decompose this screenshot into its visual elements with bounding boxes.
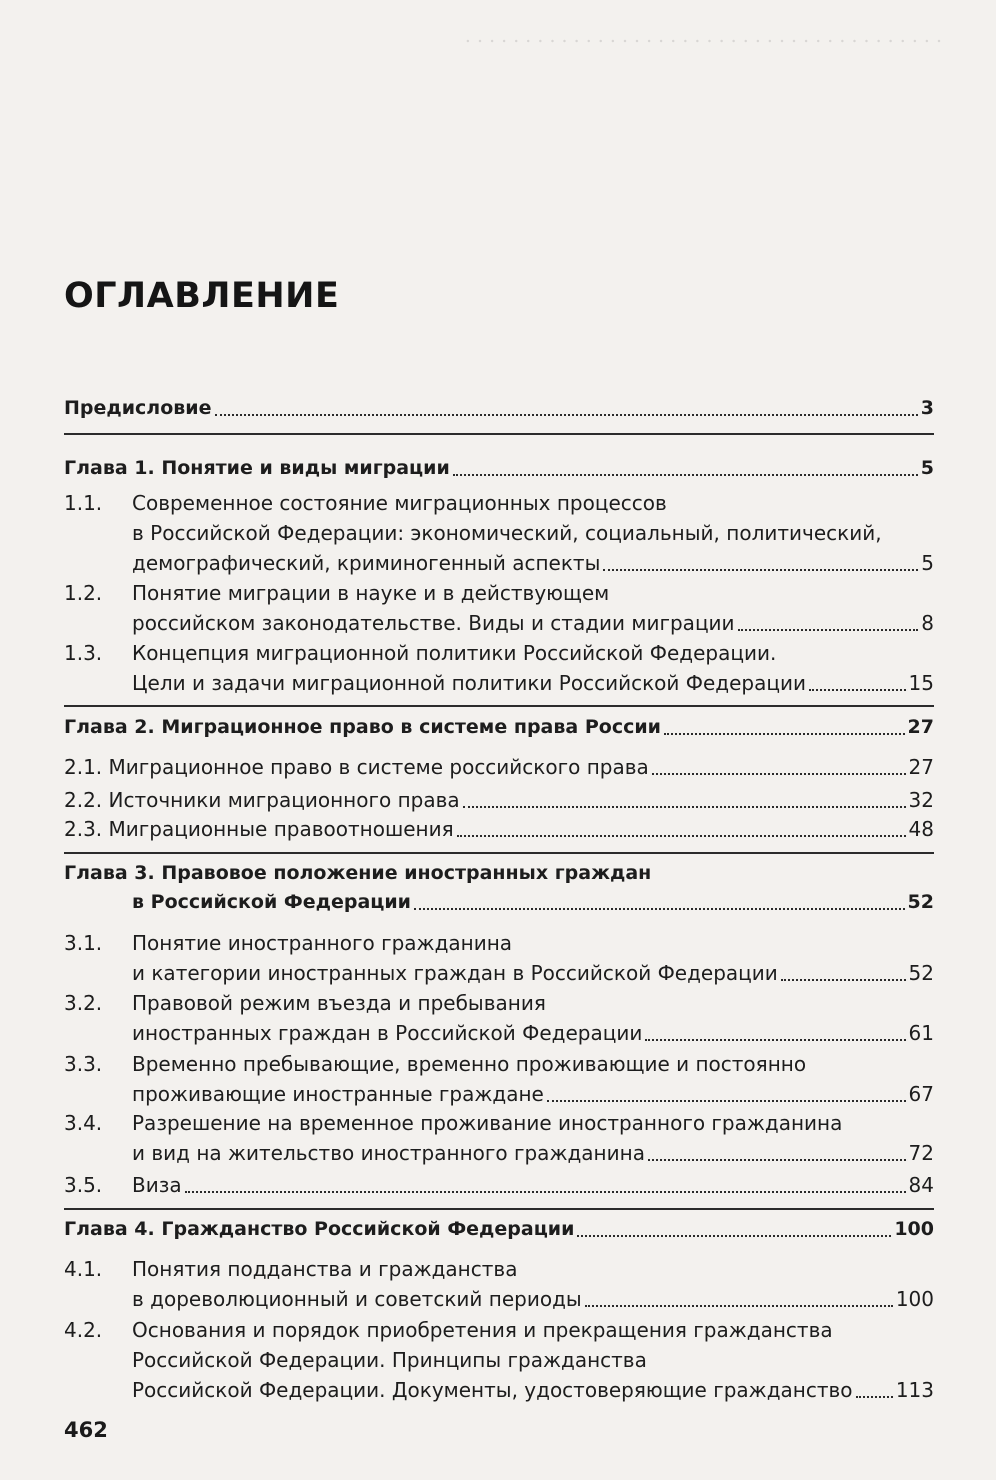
toc-page-number: 27 [908, 755, 934, 779]
toc-entry-title: Глава 1. Понятие и виды миграции [64, 457, 450, 479]
toc-entry-preface[interactable] [64, 393, 934, 423]
toc-page-number: 8 [921, 611, 934, 635]
toc-section-4-1-line2[interactable] [64, 1284, 934, 1314]
toc-page-number: 100 [894, 1218, 934, 1240]
toc-section-number: 4.2. [64, 1318, 103, 1342]
toc-page-number: 5 [921, 551, 934, 575]
toc-chapter-1[interactable] [64, 453, 934, 483]
leader-dots [809, 688, 906, 691]
toc-entry-title: Временно пребывающие, временно проживающие и постоянно [132, 1052, 807, 1076]
toc-entry-title: Понятие миграции в науке и в действующем [132, 581, 610, 605]
toc-page-number: 72 [908, 1141, 934, 1165]
toc-section-number: 1.2. [64, 581, 103, 605]
toc-section-number: 4.1. [64, 1257, 103, 1281]
leader-dots [781, 978, 906, 981]
toc-entry-title: демографический, криминогенный аспекты [132, 551, 601, 575]
toc-page-number: 3 [920, 397, 934, 419]
toc-section-number: 1.1. [64, 491, 103, 515]
page-title: ОГЛАВЛЕНИЕ [64, 276, 340, 316]
toc-entry-title: Глава 2. Миграционное право в системе права России [64, 716, 661, 738]
toc-page-number: 48 [908, 817, 934, 841]
toc-chapter-2[interactable] [64, 712, 934, 742]
toc-entry-title: Основания и порядок приобретения и прекращения гражданства [132, 1318, 833, 1342]
toc-entry-title: Российской Федерации. Принципы гражданства [132, 1348, 647, 1372]
toc-entry-title: Глава 3. Правовое положение иностранных граждан [64, 862, 652, 884]
toc-section-number: 3.4. [64, 1111, 103, 1135]
leader-dots [457, 834, 906, 837]
leader-dots [414, 907, 905, 910]
toc-entry-title: Понятие иностранного гражданина [132, 931, 513, 955]
leader-dots [603, 568, 918, 571]
leader-dots [856, 1395, 893, 1398]
toc-entry-title: 2.3. Миграционные правоотношения [64, 817, 454, 841]
toc-entry-title: в Российской Федерации [132, 891, 411, 913]
leader-dots [547, 1099, 906, 1102]
toc-section-4-2[interactable] [64, 1315, 934, 1345]
toc-page-number: 52 [908, 961, 934, 985]
toc-entry-title: Цели и задачи миграционной политики Российской Федерации [132, 671, 806, 695]
toc-section-4-2-line3[interactable] [64, 1375, 934, 1405]
toc-section-3-2-line2[interactable] [64, 1018, 934, 1048]
toc-section-3-1-line2[interactable] [64, 958, 934, 988]
leader-dots [577, 1234, 891, 1237]
toc-page-number: 15 [908, 671, 934, 695]
toc-entry-title: иностранных граждан в Российской Федерации [132, 1021, 643, 1045]
toc-section-number: 3.2. [64, 991, 103, 1015]
leader-dots [185, 1190, 906, 1193]
leader-dots [645, 1038, 905, 1041]
toc-chapter-3-line2[interactable] [64, 887, 934, 917]
divider [64, 852, 934, 854]
toc-section-3-4-line2[interactable] [64, 1138, 934, 1168]
toc-chapter-4[interactable] [64, 1214, 934, 1244]
toc-section-1-1-line3[interactable] [64, 548, 934, 578]
toc-section-number: 3.3. [64, 1052, 103, 1076]
toc-section-1-1-line2[interactable] [64, 518, 934, 548]
toc-entry-title: Виза [132, 1173, 182, 1197]
toc-section-1-2[interactable] [64, 578, 934, 608]
toc-section-3-3-line2[interactable] [64, 1079, 934, 1109]
toc-entry-title: Понятия подданства и гражданства [132, 1257, 518, 1281]
toc-section-number: 3.1. [64, 931, 103, 955]
toc-entry-title: 2.2. Источники миграционного права [64, 788, 460, 812]
toc-chapter-3[interactable] [64, 858, 934, 888]
divider [64, 1208, 934, 1210]
leader-dots [664, 732, 905, 735]
toc-entry-title: в Российской Федерации: экономический, социальный, политический, [132, 521, 882, 545]
toc-entry-title: Правовой режим въезда и пребывания [132, 991, 546, 1015]
leader-dots [648, 1158, 906, 1161]
leader-dots [463, 805, 906, 808]
toc-entry-title: в дореволюционный и советский периоды [132, 1287, 582, 1311]
divider [64, 433, 934, 435]
toc-entry-title: Глава 4. Гражданство Российской Федерации [64, 1218, 575, 1240]
divider [64, 705, 934, 707]
toc-entry-title: и категории иностранных граждан в Российской Федерации [132, 961, 778, 985]
toc-page-number: 32 [908, 788, 934, 812]
toc-section-1-2-line2[interactable] [64, 608, 934, 638]
toc-section-1-3-line2[interactable] [64, 668, 934, 698]
leader-dots [652, 772, 906, 775]
toc-entry-title: Предисловие [64, 397, 212, 419]
toc-entry-title: Разрешение на временное проживание иностранного гражданина [132, 1111, 843, 1135]
toc-entry-title: проживающие иностранные граждане [132, 1082, 544, 1106]
toc-page-number: 100 [895, 1287, 934, 1311]
toc-section-1-1[interactable] [64, 488, 934, 518]
leader-dots [215, 413, 918, 416]
leader-dots [453, 473, 918, 476]
toc-page-number: 27 [907, 716, 934, 738]
toc-entry-title: Российской Федерации. Документы, удостоверяющие гражданство [132, 1378, 853, 1402]
toc-section-4-1[interactable] [64, 1254, 934, 1284]
page-number: 462 [64, 1418, 108, 1442]
leader-dots [738, 628, 919, 631]
toc-section-2-2[interactable] [64, 785, 934, 815]
toc-page-number: 84 [908, 1173, 934, 1197]
toc-entry-title: российском законодательстве. Виды и стадии миграции [132, 611, 735, 635]
toc-page-number: 52 [907, 891, 934, 913]
toc-section-3-5[interactable] [64, 1170, 934, 1200]
toc-section-3-2[interactable] [64, 988, 934, 1018]
toc-page-number: 61 [908, 1021, 934, 1045]
toc-entry-title: 2.1. Миграционное право в системе российского права [64, 755, 649, 779]
toc-entry-title: Концепция миграционной политики Российской Федерации. [132, 641, 777, 665]
toc-page-number: 67 [908, 1082, 934, 1106]
toc-section-3-1[interactable] [64, 928, 934, 958]
toc-entry-title: и вид на жительство иностранного гражданина [132, 1141, 645, 1165]
toc-section-1-3[interactable] [64, 638, 934, 668]
toc-section-3-3[interactable] [64, 1049, 934, 1079]
toc-section-4-2-line2[interactable] [64, 1345, 934, 1375]
toc-section-3-4[interactable] [64, 1108, 934, 1138]
bleed-through-text: . . . . . . . . . . . . . . . . . . . . . . . . . . . . . . . . . . . . . . . . [464, 25, 942, 47]
toc-page-number: 113 [895, 1378, 934, 1402]
toc-section-number: 1.3. [64, 641, 103, 665]
toc-section-2-3[interactable] [64, 814, 934, 844]
toc-section-number: 3.5. [64, 1173, 103, 1197]
toc-section-2-1[interactable] [64, 752, 934, 782]
toc-entry-title: Современное состояние миграционных процессов [132, 491, 667, 515]
toc-page-number: 5 [920, 457, 934, 479]
leader-dots [585, 1304, 893, 1307]
